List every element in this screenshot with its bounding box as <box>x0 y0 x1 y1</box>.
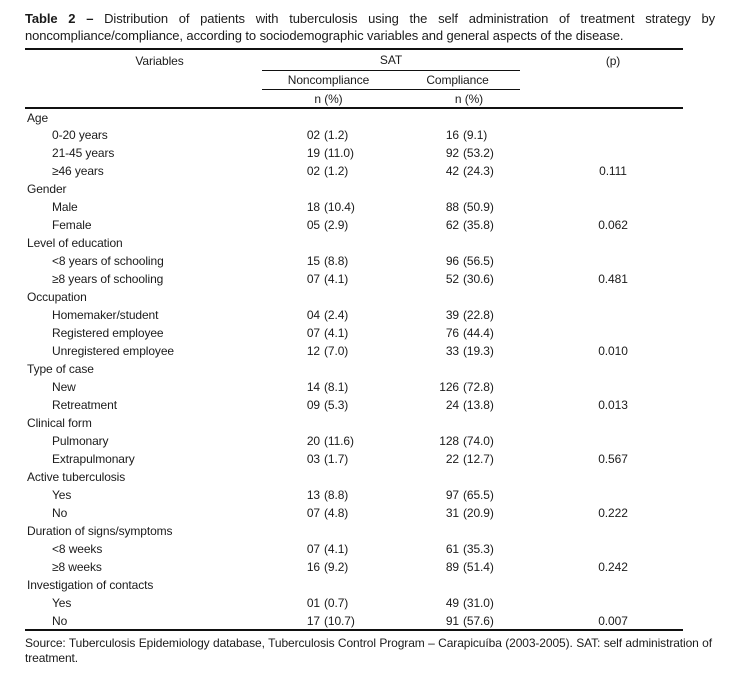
noncompliance-value <box>262 558 395 576</box>
noncompliance-value <box>262 144 395 162</box>
table-row <box>25 252 683 270</box>
table-row <box>25 306 683 324</box>
compliance-pct: (74.0) <box>463 434 494 448</box>
paper-table-page <box>25 10 715 666</box>
compliance-n: 62 <box>445 218 459 232</box>
compliance-n: 39 <box>445 308 459 322</box>
section-header-row <box>25 180 683 198</box>
p-value: 0.111 <box>599 164 627 178</box>
noncompliance-pct: (11.6) <box>324 434 354 448</box>
p-value: 0.010 <box>598 344 628 358</box>
compliance-value <box>395 270 543 288</box>
compliance-value <box>395 198 543 216</box>
table-row <box>25 270 683 288</box>
row-label: ≥8 years of schooling <box>52 272 164 286</box>
table-row <box>25 540 683 558</box>
compliance-pct: (57.6) <box>463 613 494 628</box>
p-value <box>543 126 683 144</box>
row-label: Yes <box>52 596 72 610</box>
noncompliance-pct: (10.4) <box>324 200 355 214</box>
noncompliance-pct: (4.1) <box>324 542 349 556</box>
noncompliance-value <box>262 162 395 180</box>
p-value: 0.007 <box>598 613 628 628</box>
table-row <box>25 324 683 342</box>
compliance-value <box>395 432 543 450</box>
noncompliance-n: 17 <box>306 613 320 628</box>
compliance-pct: (65.5) <box>463 488 494 502</box>
section-header: Age <box>27 110 49 125</box>
section-header-row <box>25 288 683 306</box>
table-body <box>25 108 683 630</box>
section-header-row <box>25 360 683 378</box>
row-label: ≥46 years <box>52 164 104 178</box>
compliance-pct: (50.9) <box>463 200 494 214</box>
table-row <box>25 594 683 612</box>
compliance-pct: (24.3) <box>463 164 494 178</box>
compliance-pct: (9.1) <box>463 128 488 142</box>
noncompliance-n: 20 <box>306 434 320 448</box>
sat-group-header-cell <box>262 49 543 71</box>
table-row <box>25 144 683 162</box>
noncompliance-pct: (9.2) <box>324 560 349 574</box>
table-row <box>25 504 683 522</box>
noncompliance-value <box>262 432 395 450</box>
row-label: ≥8 weeks <box>52 560 102 574</box>
table-caption-text: Distribution of patients with tuberculosis using the self administration of treatment strategy by noncompliance/compliance, according to sociodemographic variables and general aspects of the disease. <box>25 11 715 43</box>
table-row <box>25 450 683 468</box>
p-value <box>543 252 683 270</box>
table-row <box>25 612 683 630</box>
compliance-n: 16 <box>445 128 459 142</box>
row-label: Pulmonary <box>52 434 109 448</box>
p-value <box>543 540 683 558</box>
noncompliance-n: 16 <box>306 560 320 574</box>
noncompliance-pct: (8.8) <box>324 254 349 268</box>
row-label: No <box>52 506 68 520</box>
noncompliance-value <box>262 306 395 324</box>
noncompliance-pct: (1.7) <box>324 452 349 466</box>
noncompliance-pct: (8.8) <box>324 488 349 502</box>
section-header: Occupation <box>27 290 87 304</box>
compliance-n: 49 <box>445 596 459 610</box>
p-value <box>543 198 683 216</box>
noncompliance-n: 12 <box>306 344 320 358</box>
compliance-value <box>395 558 543 576</box>
subheader-cell <box>262 71 543 90</box>
noncompliance-value <box>262 612 395 630</box>
noncompliance-n: 05 <box>306 218 320 232</box>
section-header-row <box>25 522 683 540</box>
table-row <box>25 162 683 180</box>
empty-cell <box>543 90 683 108</box>
section-header: Type of case <box>27 362 94 376</box>
noncompliance-value <box>262 126 395 144</box>
p-value: 0.062 <box>598 218 628 232</box>
table-caption <box>25 10 715 44</box>
compliance-n: 61 <box>445 542 459 556</box>
p-value <box>543 324 683 342</box>
p-value <box>543 378 683 396</box>
compliance-n: 24 <box>445 398 459 412</box>
noncompliance-n: 07 <box>306 506 320 520</box>
noncompliance-n: 03 <box>306 452 320 466</box>
table-header <box>25 49 683 108</box>
noncompliance-value <box>262 540 395 558</box>
compliance-pct: (56.5) <box>463 254 494 268</box>
section-header: Clinical form <box>27 416 92 430</box>
noncompliance-n: 18 <box>306 200 320 214</box>
compliance-pct: (35.3) <box>463 542 494 556</box>
compliance-n: 92 <box>445 146 459 160</box>
section-header: Duration of signs/symptoms <box>27 524 173 538</box>
noncompliance-value <box>262 216 395 234</box>
noncompliance-pct: (11.0) <box>324 146 354 160</box>
compliance-n: 88 <box>445 200 459 214</box>
noncompliance-n: 02 <box>306 164 320 178</box>
p-value <box>543 486 683 504</box>
table-row <box>25 378 683 396</box>
compliance-pct: (12.7) <box>463 452 494 466</box>
compliance-value <box>395 450 543 468</box>
compliance-value <box>395 486 543 504</box>
noncompliance-value <box>262 324 395 342</box>
sat-group-header: SAT <box>262 50 520 71</box>
noncompliance-value <box>262 594 395 612</box>
compliance-pct: (44.4) <box>463 326 494 340</box>
compliance-value <box>395 126 543 144</box>
row-label: Registered employee <box>52 326 164 340</box>
compliance-n: 128 <box>439 434 459 448</box>
compliance-n: 52 <box>445 272 459 286</box>
compliance-pct: (35.8) <box>463 218 494 232</box>
noncompliance-pct: (10.7) <box>324 613 355 628</box>
subheader-group <box>262 71 520 90</box>
compliance-n: 76 <box>445 326 459 340</box>
compliance-value <box>395 216 543 234</box>
noncompliance-value <box>262 270 395 288</box>
compliance-value <box>395 144 543 162</box>
compliance-n: 91 <box>445 613 459 628</box>
compliance-n: 33 <box>445 344 459 358</box>
noncompliance-n: 09 <box>306 398 320 412</box>
section-header-row <box>25 576 683 594</box>
header-row-2 <box>25 71 683 90</box>
noncompliance-pct: (2.9) <box>324 218 349 232</box>
noncompliance-value <box>262 252 395 270</box>
p-value: 0.013 <box>598 398 628 412</box>
p-value: 0.222 <box>598 506 628 520</box>
noncompliance-column-header: Noncompliance <box>287 73 370 87</box>
row-label: Extrapulmonary <box>52 452 135 466</box>
noncompliance-n: 19 <box>306 146 320 160</box>
row-label: Yes <box>52 488 72 502</box>
compliance-n: 97 <box>445 488 459 502</box>
compliance-value <box>395 396 543 414</box>
compliance-pct: (31.0) <box>463 596 494 610</box>
data-table <box>25 48 683 631</box>
noncompliance-value <box>262 342 395 360</box>
compliance-value <box>395 594 543 612</box>
compliance-column-header: Compliance <box>426 73 489 87</box>
source-note: Source: Tuberculosis Epidemiology database, Tuberculosis Control Program – Carapicuíba (2003-2005). SAT: self administration of treatment. <box>25 636 712 665</box>
p-value <box>543 432 683 450</box>
compliance-pct: (30.6) <box>463 272 494 286</box>
noncompliance-n: 15 <box>306 254 320 268</box>
noncompliance-n: 13 <box>306 488 320 502</box>
p-value: 0.567 <box>598 452 628 466</box>
noncompliance-n: 02 <box>306 128 320 142</box>
header-row-3 <box>25 90 683 108</box>
table-row <box>25 396 683 414</box>
row-label: No <box>52 613 68 628</box>
row-label: Male <box>52 200 78 214</box>
section-header: Gender <box>27 182 67 196</box>
row-label: 0-20 years <box>52 128 108 142</box>
section-header-row <box>25 108 683 126</box>
compliance-value <box>395 342 543 360</box>
section-header: Investigation of contacts <box>27 578 154 592</box>
compliance-pct: (72.8) <box>463 380 494 394</box>
table-row <box>25 216 683 234</box>
compliance-pct: (22.8) <box>463 308 494 322</box>
row-label: <8 weeks <box>52 542 103 556</box>
row-label: Unregistered employee <box>52 344 174 358</box>
table-row <box>25 432 683 450</box>
compliance-pct: (20.9) <box>463 506 494 520</box>
compliance-value <box>395 540 543 558</box>
compliance-value <box>395 162 543 180</box>
row-label: Homemaker/student <box>52 308 159 322</box>
row-label: Retreatment <box>52 398 117 412</box>
noncompliance-n: 01 <box>306 596 320 610</box>
row-label: 21-45 years <box>52 146 115 160</box>
noncompliance-n: 14 <box>306 380 320 394</box>
noncompliance-value <box>262 504 395 522</box>
noncompliance-value <box>262 396 395 414</box>
compliance-n: 31 <box>445 506 459 520</box>
noncompliance-n: 07 <box>306 272 320 286</box>
compliance-pct: (51.4) <box>463 560 494 574</box>
row-label: Female <box>52 218 92 232</box>
compliance-pct: (19.3) <box>463 344 494 358</box>
noncompliance-pct: (4.1) <box>324 272 349 286</box>
compliance-value <box>395 324 543 342</box>
compliance-pct: (53.2) <box>463 146 494 160</box>
compliance-value <box>395 252 543 270</box>
compliance-value <box>395 378 543 396</box>
p-value <box>543 306 683 324</box>
table-row <box>25 342 683 360</box>
row-label: <8 years of schooling <box>52 254 164 268</box>
noncompliance-pct: (1.2) <box>324 164 349 178</box>
compliance-n: 89 <box>445 560 459 574</box>
noncompliance-pct: (0.7) <box>324 596 349 610</box>
noncompliance-n: 07 <box>306 542 320 556</box>
p-value <box>543 594 683 612</box>
row-label: New <box>52 380 76 394</box>
compliance-value <box>395 612 543 630</box>
noncompliance-pct: (8.1) <box>324 380 349 394</box>
compliance-n: 22 <box>445 452 459 466</box>
empty-cell <box>25 71 262 90</box>
noncompliance-pct: (4.8) <box>324 506 349 520</box>
p-value: 0.242 <box>598 560 628 574</box>
table-row <box>25 558 683 576</box>
table-row <box>25 126 683 144</box>
table-row <box>25 486 683 504</box>
noncompliance-n: 04 <box>306 308 320 322</box>
table-row <box>25 198 683 216</box>
noncompliance-pct: (1.2) <box>324 128 349 142</box>
compliance-n: 126 <box>439 380 459 394</box>
section-header-row <box>25 414 683 432</box>
compliance-n: 96 <box>445 254 459 268</box>
compliance-n: 42 <box>445 164 459 178</box>
p-value <box>543 144 683 162</box>
noncompliance-pct: (4.1) <box>324 326 349 340</box>
noncompliance-pct: (5.3) <box>324 398 349 412</box>
compliance-value <box>395 306 543 324</box>
section-header-row <box>25 234 683 252</box>
noncompliance-value <box>262 450 395 468</box>
noncompliance-n: 07 <box>306 326 320 340</box>
empty-cell <box>543 71 683 90</box>
p-column-header: (p) <box>605 53 621 68</box>
table-caption-label: Table 2 – <box>25 11 94 26</box>
section-header: Level of education <box>27 236 123 250</box>
compliance-unit-header: n (%) <box>454 91 484 106</box>
header-row-1 <box>25 49 683 71</box>
noncompliance-pct: (2.4) <box>324 308 349 322</box>
noncompliance-value <box>262 198 395 216</box>
compliance-pct: (13.8) <box>463 398 494 412</box>
noncompliance-value <box>262 486 395 504</box>
compliance-value <box>395 504 543 522</box>
variables-column-header: Variables <box>135 53 184 68</box>
noncompliance-unit-header: n (%) <box>314 91 343 106</box>
noncompliance-pct: (7.0) <box>324 344 349 358</box>
empty-cell <box>25 90 262 108</box>
noncompliance-value <box>262 378 395 396</box>
section-header: Active tuberculosis <box>27 470 126 484</box>
p-value: 0.481 <box>598 272 628 286</box>
section-header-row <box>25 468 683 486</box>
